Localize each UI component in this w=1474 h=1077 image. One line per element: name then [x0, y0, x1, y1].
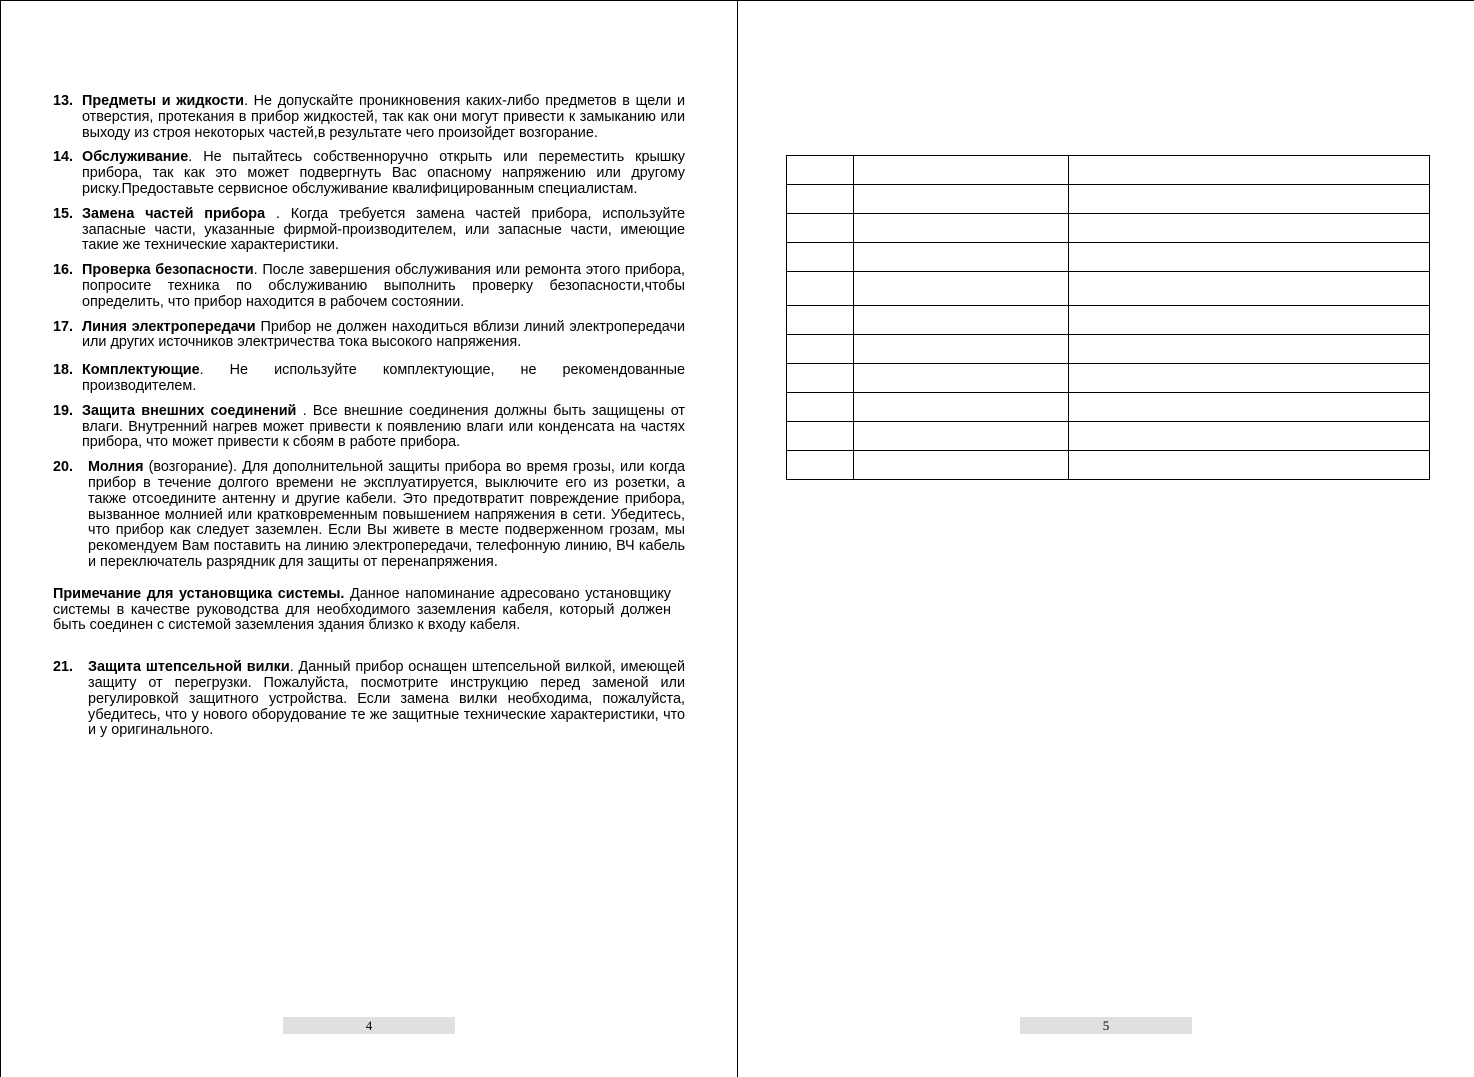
- table-cell: [787, 272, 854, 306]
- safety-instructions: [53, 94, 685, 748]
- table-cell: [854, 214, 1069, 243]
- table-cell: [854, 451, 1069, 480]
- table-cell: [1069, 335, 1430, 364]
- table-cell: [787, 393, 854, 422]
- instruction-item-18: 18. Комплектующие. Не используйте комплектующие, не рекомендованные производителем.: [53, 362, 685, 394]
- item-text: (возгорание). Для дополнительной защиты прибора во время грозы, или когда прибор в течение долгого времени не эксплуатируется, выключите его из розетки, а также отсоедините антенну и другие кабели. Это предотвратит повреждение прибора, вызванное молнией или кратковременным повышением напряжения в сети. Убедитесь, что прибор как следует заземлен. Если Вы живете в месте подверженном грозам, мы рекомендуем Вам поставить на линию электропередачи, телефонную линию, ВЧ кабель и переключатель разрядник для защиты от перенапряжения.: [88, 459, 685, 570]
- installer-note: [53, 587, 685, 634]
- item-title: Проверка безопасности: [82, 262, 254, 279]
- table-cell: [787, 451, 854, 480]
- instruction-item-19: 19. Защита внешних соединений . Все внешние соединения должны быть защищены от влаги. Внутренний нагрев может привести к появлению влаги или конденсата на частях прибора, что может привести к сбоям в работе прибора.: [53, 402, 685, 451]
- table-cell: [1069, 306, 1430, 335]
- item-title: Линия электропередачи: [82, 318, 256, 335]
- instruction-item-20: 20. Молния (возгорание). Для дополнительной защиты прибора во время грозы, или когда прибор в течение долгого времени не эксплуатируется, выключите его из розетки, а также отсоедините антенну и другие кабели. Это предотвратит повреждение прибора, вызванное молнией или кратковременным повышением напряжения в сети. Убедитесь, что прибор как следует заземлен. Если Вы живете в месте подверженном грозам, мы рекомендуем Вам поставить на линию электропередачи, телефонную линию, ВЧ кабель и переключатель разрядник для защиты от перенапряжения.: [53, 459, 685, 570]
- blank-table: [786, 155, 1430, 480]
- table-row: [787, 156, 1430, 185]
- table-cell: [1069, 243, 1430, 272]
- page-number: 4: [283, 1017, 455, 1034]
- table-cell: [854, 272, 1069, 306]
- table-cell: [854, 422, 1069, 451]
- table-cell: [787, 214, 854, 243]
- item-title: Замена частей прибора: [82, 205, 266, 222]
- right-page: [738, 0, 1474, 1077]
- item-title: Защита внешних соединений: [82, 402, 297, 419]
- table-cell: [787, 306, 854, 335]
- table-row: [787, 243, 1430, 272]
- item-text: . Когда требуется замена частей прибора, используйте запасные части, указанные фирмой-производителем, или запасные части, имеющие такие же технические характеристики.: [82, 205, 685, 254]
- instruction-item-16: 16. Проверка безопасности. После завершения обслуживания или ремонта этого прибора, попросите техника по обслуживанию выполнить проверку безопасности,чтобы определить, что прибор находится в рабочем состоянии.: [53, 262, 685, 310]
- item-title: Обслуживание: [82, 149, 189, 166]
- table-row: [787, 306, 1430, 335]
- instruction-item-14: 14. Обслуживание. Не пытайтесь собственноручно открыть или переместить крышку прибора, так как это может подвергнуть Вас опасному напряжению или другому риску.Предоставьте сервисное обслуживание квалифицированным специалистам.: [53, 149, 685, 197]
- note-text: Данное напоминание адресовано установщику системы в качестве руководства для необходимого заземления кабеля, который должен быть соединен с системой заземления здания близко к входу кабеля.: [53, 585, 671, 634]
- table-cell: [787, 335, 854, 364]
- table-cell: [854, 156, 1069, 185]
- item-title: Предметы и жидкости: [82, 93, 244, 109]
- table-cell: [1069, 451, 1430, 480]
- table-cell: [854, 185, 1069, 214]
- item-text: . После завершения обслуживания или ремонта этого прибора, попросите техника по обслуживанию выполнить проверку безопасности,чтобы определить, что прибор находится в рабочем состоянии.: [82, 262, 685, 310]
- item-title: Молния: [88, 459, 144, 476]
- table-cell: [787, 364, 854, 393]
- page-number: 5: [1020, 1017, 1192, 1034]
- table-row: [787, 185, 1430, 214]
- table-cell: [787, 156, 854, 185]
- note-title: Примечание для установщика системы.: [53, 585, 345, 602]
- table-cell: [854, 393, 1069, 422]
- instruction-item-17: 17. Линия электропередачи Прибор не должен находиться вблизи линий электропередачи или других источников электричества тока высокого напряжения.: [53, 318, 685, 351]
- table-cell: [1069, 364, 1430, 393]
- instruction-item-15: 15. Замена частей прибора . Когда требуется замена частей прибора, используйте запасные части, указанные фирмой-производителем, или запасные части, имеющие такие же технические характеристики.: [53, 205, 685, 254]
- item-title: Комплектующие: [82, 362, 200, 379]
- table-cell: [854, 364, 1069, 393]
- table-cell: [787, 422, 854, 451]
- item-text: . Все внешние соединения должны быть защищены от влаги. Внутренний нагрев может привести к появлению влаги или конденсата на частях прибора, что может привести к сбоям в работе прибора.: [82, 402, 685, 451]
- item-text: . Данный прибор оснащен штепсельной вилкой, имеющей защиту от перегрузки. Пожалуйста, посмотрите инструкцию перед заменой или регулировкой защитного устройства. Если замена вилки необходима, пожалуйста, убедитесь, что у нового оборудование те же защитные технические характеристики, что и у оригинального.: [88, 659, 685, 739]
- table-row: [787, 214, 1430, 243]
- table-cell: [854, 243, 1069, 272]
- table-cell: [787, 185, 854, 214]
- item-text: . Не пытайтесь собственноручно открыть или переместить крышку прибора, так как это может подвергнуть Вас опасному напряжению или другому риску.Предоставьте сервисное обслуживание квалифицированным специалистам.: [82, 149, 685, 197]
- table-row: [787, 335, 1430, 364]
- item-text: . Не используйте комплектующие, не рекомендованные производителем.: [82, 362, 685, 394]
- item-text: . Не допускайте проникновения каких-либо предметов в щели и отверстия, протекания в прибор жидкостей, так как они могут привести к замыканию или выходу из строя некоторых частей,в результате чего произойдет возгорание.: [82, 93, 685, 141]
- item-text: Прибор не должен находиться вблизи линий электропередачи или других источников электричества тока высокого напряжения.: [82, 318, 685, 351]
- table-cell: [787, 243, 854, 272]
- table-cell: [1069, 272, 1430, 306]
- table-row: [787, 272, 1430, 306]
- item-title: Защита штепсельной вилки: [88, 659, 290, 676]
- table-cell: [1069, 156, 1430, 185]
- table-cell: [1069, 422, 1430, 451]
- table-cell: [1069, 393, 1430, 422]
- instruction-item-21: 21. Защита штепсельной вилки. Данный прибор оснащен штепсельной вилкой, имеющей защиту от перегрузки. Пожалуйста, посмотрите инструкцию перед заменой или регулировкой защитного устройства. Если замена вилки необходима, пожалуйста, убедитесь, что у нового оборудование те же защитные технические характеристики, что и у оригинального.: [53, 659, 685, 739]
- table-cell: [854, 335, 1069, 364]
- table-row: [787, 422, 1430, 451]
- table-cell: [854, 306, 1069, 335]
- table-row: [787, 393, 1430, 422]
- table-cell: [1069, 214, 1430, 243]
- instruction-item-13: 13. Предметы и жидкости. Не допускайте проникновения каких-либо предметов в щели и отверстия, протекания в прибор жидкостей, так как они могут привести к замыканию или выходу из строя некоторых частей,в результате чего произойдет возгорание.: [53, 93, 685, 141]
- table-row: [787, 451, 1430, 480]
- table-row: [787, 364, 1430, 393]
- table-cell: [1069, 185, 1430, 214]
